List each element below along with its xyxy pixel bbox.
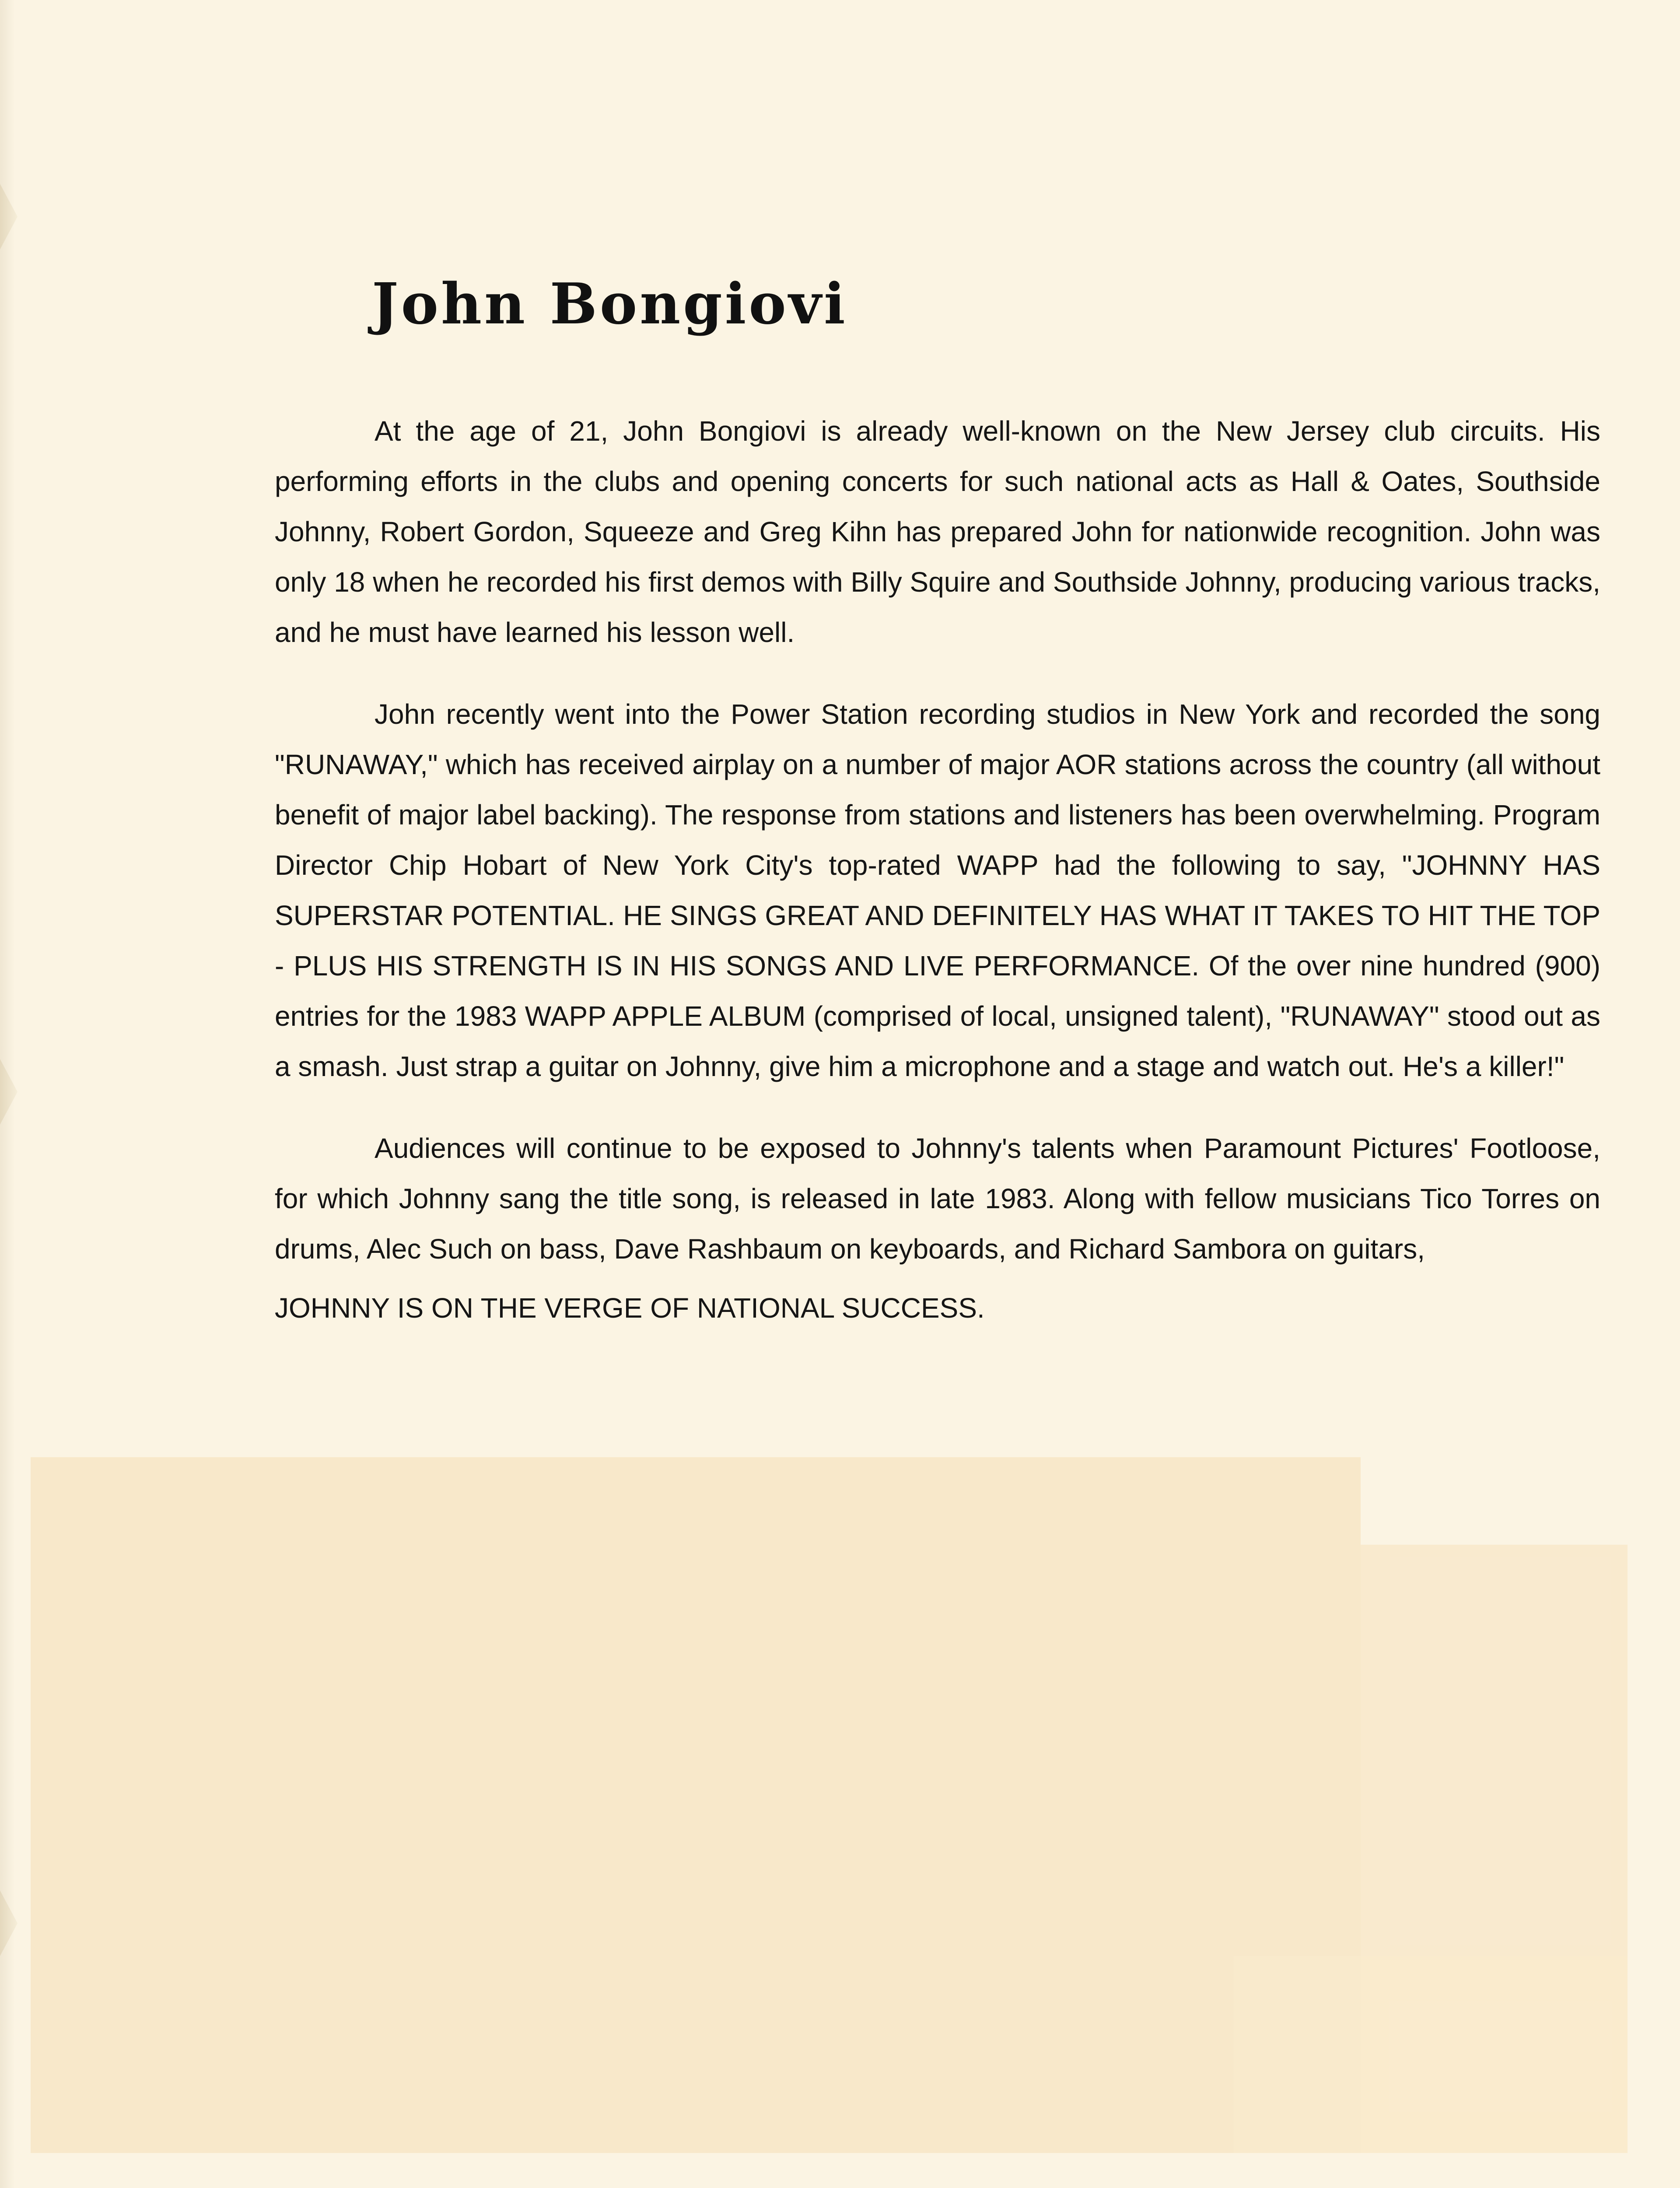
paper-stain [1234, 1956, 1628, 2153]
paragraph: John recently went into the Power Station recording studios in New York and recorded the song "RUNAWAY," which has received airplay on a number of major AOR stations across the country (all without benefit of major label backing). The response from stations and listeners has been overwhelming. Program Director Chip Hobart of New York City's top-rated WAPP had the following to say, "JOHNNY HAS SUPERSTAR POTENTIAL. HE SINGS GREAT AND DEFINITELY HAS WHAT IT TAKES TO HIT THE TOP - PLUS HIS STRENGTH IS IN HIS SONGS AND LIVE PERFORMANCE. Of the over nine hundred (900) entries for the 1983 WAPP APPLE ALBUM (comprised of local, unsigned talent), "RUNAWAY" stood out as a smash. Just strap a guitar on Johnny, give him a microphone and a stage and watch out. He's a killer!" [275, 698, 1600, 1082]
body-text [275, 406, 1600, 1333]
paragraph: Audiences will continue to be exposed to Johnny's talents when Paramount Pictures' Footloose, for which Johnny sang the title song, is released in late 1983. Along with fellow musicians Tico Torres on drums, Alec Such on bass, Dave Rashbaum on keyboards, and Richard Sambora on guitars, [275, 1133, 1600, 1265]
page-title: John Bongiovi [372, 271, 848, 337]
paper-stain [31, 1457, 1361, 2153]
paragraph: At the age of 21, John Bongiovi is already well-known on the New Jersey club circuits. His performing efforts in the clubs and opening concerts for such national acts as Hall & Oates, Southside Johnny, Robert Gordon, Squeeze and Greg Kihn has prepared John for nationwide recognition. John was only 18 when he recorded his first demos with Billy Squire and Southside Johnny, producing various tracks, and he must have learned his lesson well. [275, 415, 1600, 648]
closing-statement: JOHNNY IS ON THE VERGE OF NATIONAL SUCCESS. [275, 1292, 985, 1324]
